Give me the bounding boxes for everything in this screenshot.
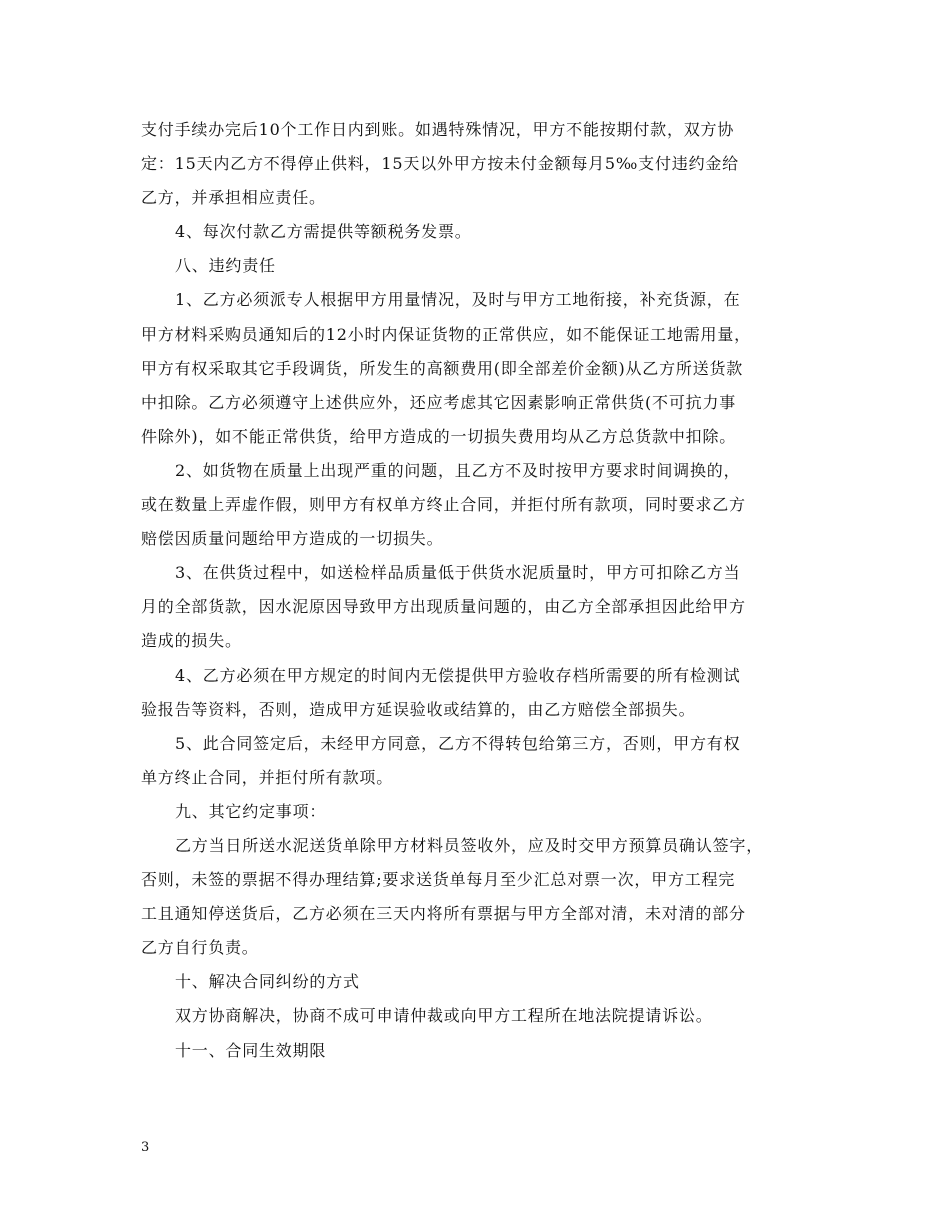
clause-breach-1: 1、乙方必须派专人根据甲方用量情况，及时与甲方工地衔接，补充货源，在	[175, 290, 741, 310]
text-line: 甲方材料采购员通知后的12小时内保证货物的正常供应，如不能保证工地需用量，	[141, 324, 751, 344]
clause-breach-5: 5、此合同签定后，未经甲方同意，乙方不得转包给第三方，否则，甲方有权	[175, 733, 741, 753]
text-line: 月的全部货款，因水泥原因导致甲方出现质量问题的，由乙方全部承担因此给甲方	[141, 597, 746, 617]
text-line: 单方终止合同，并拒付所有款项。	[141, 767, 394, 787]
text-line: 定：15天内乙方不得停止供料，15天以外甲方按未付金额每月5‰支付违约金给	[141, 154, 739, 174]
text-line: 造成的损失。	[141, 631, 242, 651]
text-line: 乙方，并承担相应责任。	[141, 188, 326, 208]
page-number: 3	[141, 1140, 150, 1155]
clause-breach-3: 3、在供货过程中，如送检样品质量低于供货水泥质量时，甲方可扣除乙方当	[175, 563, 741, 583]
text-line: 或在数量上弄虚作假，则甲方有权单方终止合同，并拒付所有款项，同时要求乙方	[141, 495, 746, 515]
section-heading-other-terms: 九、其它约定事项：	[175, 801, 327, 821]
text-line: 甲方有权采取其它手段调货，所发生的高额费用(即全部差价金额)从乙方所送货款	[141, 358, 744, 378]
text-line: 乙方自行负责。	[141, 938, 259, 958]
clause-other-terms: 乙方当日所送水泥送货单除甲方材料员签收外，应及时交甲方预算员确认签字，	[175, 835, 764, 855]
text-line: 赔偿因质量问题给甲方造成的一切损失。	[141, 529, 444, 549]
section-heading-breach-liability: 八、违约责任	[175, 256, 276, 276]
clause-dispute-resolution: 双方协商解决，协商不成可申请仲裁或向甲方工程所在地法院提请诉讼。	[175, 1006, 713, 1026]
clause-breach-4: 4、乙方必须在甲方规定的时间内无偿提供甲方验收存档所需要的所有检测试	[175, 665, 741, 685]
section-heading-effective-period: 十一、合同生效期限	[175, 1040, 327, 1060]
contract-text	[141, 113, 821, 1068]
text-line: 支付手续办完后10个工作日内到账。如遇特殊情况，甲方不能按期付款，双方协	[141, 120, 735, 139]
text-line: 中扣除。乙方必须遵守上述供应外，还应考虑其它因素影响正常供货(不可抗力事	[141, 392, 737, 412]
clause-breach-2: 2、如货物在质量上出现严重的问题，且乙方不及时按甲方要求时间调换的，	[175, 460, 741, 480]
clause-payment-invoice: 4、每次付款乙方需提供等额税务发票。	[175, 222, 472, 242]
text-line: 验报告等资料，否则，造成甲方延误验收或结算的，由乙方赔偿全部损失。	[141, 699, 696, 719]
text-line: 否则，未签的票据不得办理结算;要求送货单每月至少汇总对票一次，甲方工程完	[141, 870, 736, 890]
section-heading-dispute-resolution: 十、解决合同纠纷的方式	[175, 972, 360, 992]
text-line: 工且通知停送货后，乙方必须在三天内将所有票据与甲方全部对清，未对清的部分	[141, 904, 746, 924]
text-line: 件除外)，如不能正常供货，给甲方造成的一切损失费用均从乙方总货款中扣除。	[141, 426, 737, 446]
